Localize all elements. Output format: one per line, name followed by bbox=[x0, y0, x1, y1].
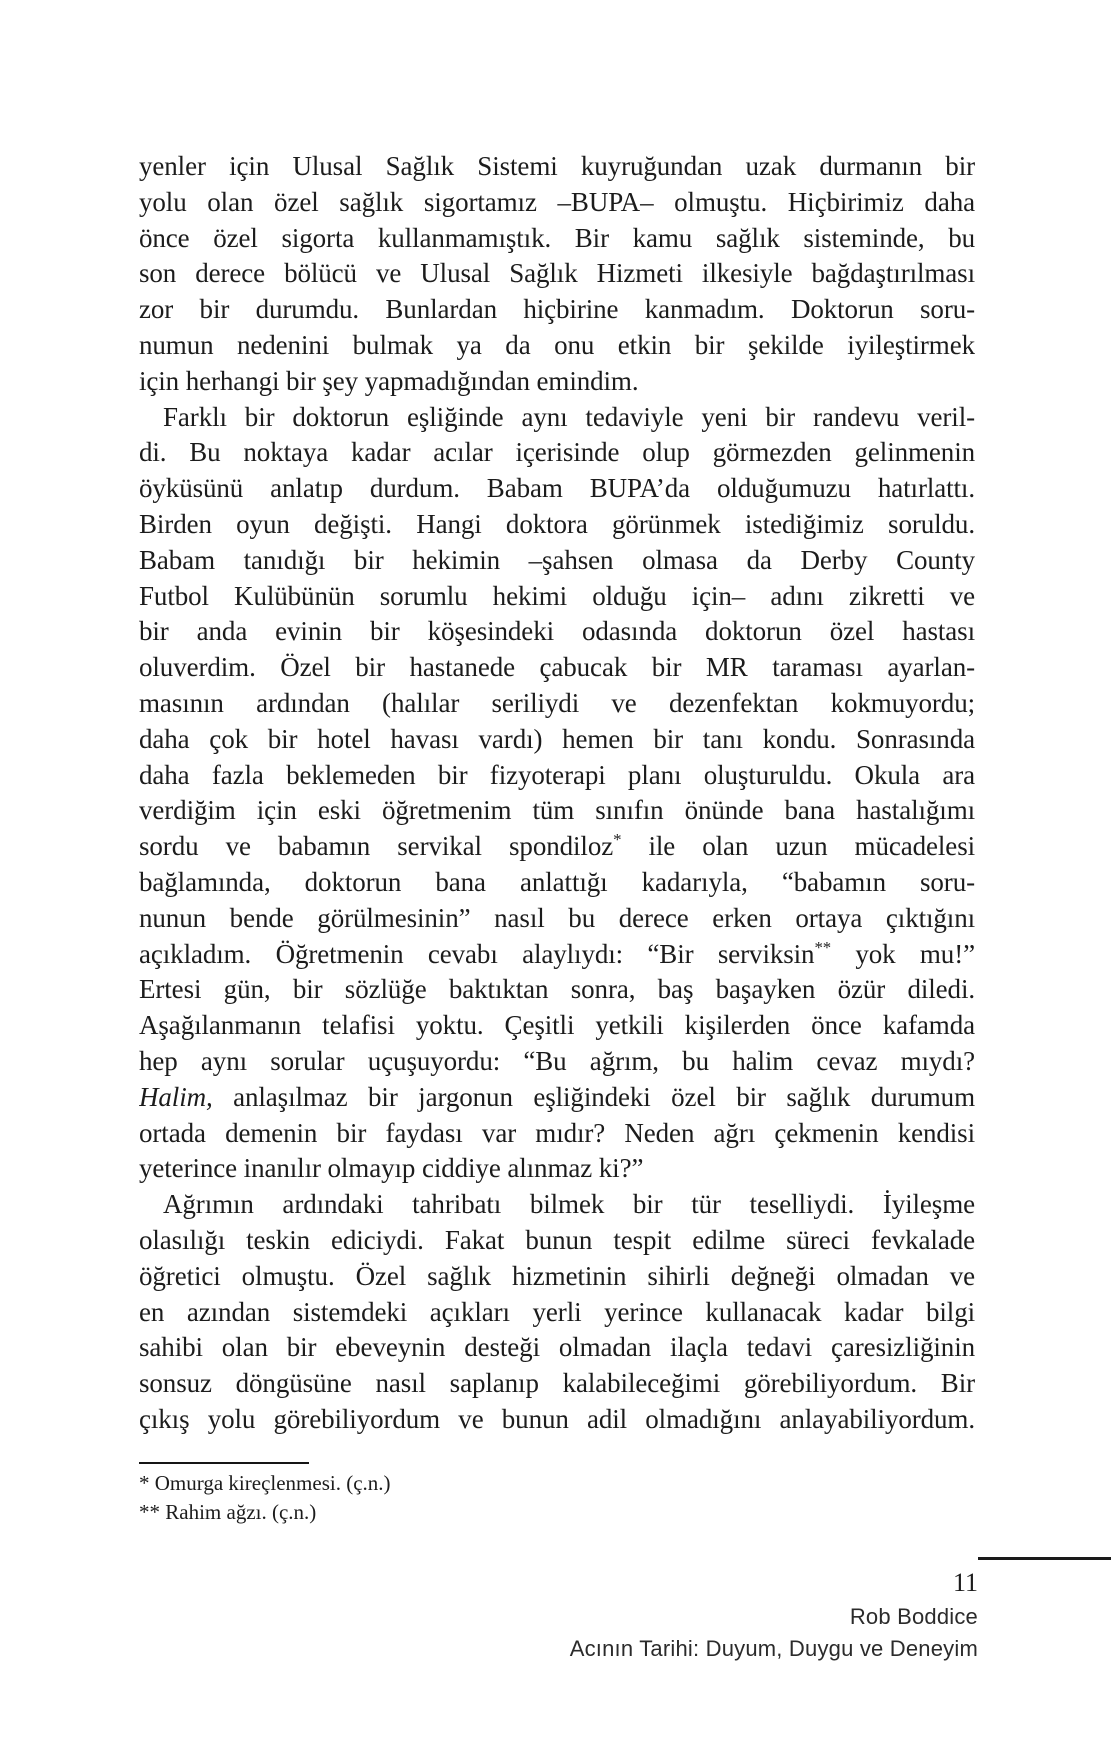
text-segment: sahibi olan bir ebeveynin desteği olmadan ilaçla tedavi çaresizliğinin bbox=[139, 1332, 975, 1363]
text-segment: nunun bende görülmesinin” nasıl bu derece erken ortaya çıktığını bbox=[139, 902, 975, 933]
page-number: 11 bbox=[952, 1568, 978, 1597]
text-segment: bağlamında, doktorun bana anlattığı kadarıyla, “babamın soru- bbox=[139, 866, 975, 897]
text-segment: bir anda evinin bir köşesindeki odasında doktorun özel hastası bbox=[139, 616, 975, 647]
text-line bbox=[139, 221, 975, 257]
text-line bbox=[139, 1044, 975, 1080]
text-line bbox=[139, 1080, 975, 1116]
text-segment: numun nedenini bulmak ya da onu etkin bir şekilde iyileştirmek bbox=[139, 329, 975, 360]
text-segment: yeterince inanılır olmayıp ciddiye alınmaz ki?” bbox=[139, 1153, 644, 1184]
footer-author: Rob Boddice bbox=[849, 1604, 978, 1629]
footnote-text: Rahim ağzı. (ç.n.) bbox=[165, 1500, 317, 1524]
text-segment: daha fazla beklemeden bir fizyoterapi planı oluşturuldu. Okula ara bbox=[139, 759, 975, 790]
text-segment: Halim, bbox=[139, 1081, 213, 1112]
footnote-reference: ** bbox=[814, 937, 831, 957]
text-segment: çıkış yolu görebiliyordum ve bunun adil olmadığını anlayabiliyordum. bbox=[139, 1403, 975, 1434]
text-segment: Babam tanıdığı bir hekimin –şahsen olmasa da Derby County bbox=[139, 544, 975, 575]
text-line bbox=[139, 1259, 975, 1295]
footnote-marker: ** bbox=[139, 1500, 166, 1524]
footnote-text: Omurga kireçlenmesi. (ç.n.) bbox=[154, 1471, 391, 1495]
text-line bbox=[139, 1330, 975, 1366]
text-segment: masının ardından (halılar seriliydi ve dezenfektan kokmuyordu; bbox=[139, 687, 975, 718]
text-line bbox=[139, 901, 975, 937]
body-text bbox=[139, 149, 975, 1438]
text-line bbox=[139, 507, 975, 543]
text-line bbox=[139, 149, 975, 185]
text-segment: daha çok bir hotel havası vardı) hemen bir tanı kondu. Sonrasında bbox=[139, 723, 975, 754]
text-line bbox=[139, 758, 975, 794]
text-line bbox=[139, 1402, 975, 1438]
text-line bbox=[139, 364, 975, 400]
text-line bbox=[139, 1187, 975, 1223]
text-line bbox=[139, 937, 975, 973]
text-line bbox=[139, 435, 975, 471]
text-line bbox=[139, 292, 975, 328]
text-line bbox=[139, 829, 975, 865]
footer-book-title: Acının Tarihi: Duyum, Duygu ve Deneyim bbox=[569, 1636, 978, 1661]
text-segment: Farklı bir doktorun eşliğinde aynı tedaviyle yeni bir randevu veril- bbox=[163, 401, 975, 432]
text-line bbox=[139, 865, 975, 901]
footnote-reference: * bbox=[613, 830, 622, 850]
text-line bbox=[139, 543, 975, 579]
text-segment: önce özel sigorta kullanmamıştık. Bir kamu sağlık sisteminde, bu bbox=[139, 222, 975, 253]
text-segment: öyküsünü anlatıp durdum. Babam BUPA’da olduğumuzu hatırlattı. bbox=[139, 473, 975, 504]
text-segment: verdiğim için eski öğretmenim tüm sınıfın önünde bana hastalığımı bbox=[139, 795, 975, 826]
text-line bbox=[139, 793, 975, 829]
text-line bbox=[139, 1151, 975, 1187]
text-segment: Futbol Kulübünün sorumlu hekimi olduğu için– adını zikretti ve bbox=[139, 580, 975, 611]
text-line bbox=[139, 650, 975, 686]
footer-rule bbox=[978, 1557, 1111, 1560]
text-segment: Ertesi gün, bir sözlüğe baktıktan sonra, baş başayken özür diledi. bbox=[139, 974, 975, 1005]
footnote-separator bbox=[139, 1462, 309, 1464]
footnote-item bbox=[139, 1469, 739, 1498]
text-segment: için herhangi bir şey yapmadığından emindim. bbox=[139, 365, 639, 396]
text-segment: Birden oyun değişti. Hangi doktora görünmek istediğimiz soruldu. bbox=[139, 508, 975, 539]
text-line bbox=[139, 185, 975, 221]
footnotes bbox=[139, 1469, 739, 1527]
text-segment: anlaşılmaz bir jargonun eşliğindeki özel bir sağlık durumum bbox=[212, 1081, 975, 1112]
text-segment: yenler için Ulusal Sağlık Sistemi kuyruğundan uzak durmanın bir bbox=[139, 151, 975, 181]
text-segment: di. Bu noktaya kadar acılar içerisinde olup görmezden gelinmenin bbox=[139, 437, 975, 468]
text-segment: son derece bölücü ve Ulusal Sağlık Hizmeti ilkesiyle bağdaştırılması bbox=[139, 258, 975, 289]
text-segment: Aşağılanmanın telafisi yoktu. Çeşitli yetkili kişilerden önce kafamda bbox=[139, 1010, 975, 1041]
text-segment: sonsuz döngüsüne nasıl saplanıp kalabileceğimi görebiliyordum. Bir bbox=[139, 1368, 975, 1399]
footnote-item bbox=[139, 1498, 739, 1527]
text-line bbox=[139, 328, 975, 364]
text-line bbox=[139, 972, 975, 1008]
text-line bbox=[139, 722, 975, 758]
text-segment: oluverdim. Özel bir hastanede çabucak bir MR taraması ayarlan- bbox=[139, 652, 975, 683]
text-segment: zor bir durumdu. Bunlardan hiçbirine kanmadım. Doktorun soru- bbox=[139, 294, 975, 325]
text-segment: ortada demenin bir faydası var mıdır? Neden ağrı çekmenin kendisi bbox=[139, 1117, 975, 1148]
text-segment: açıkladım. Öğretmenin cevabı alaylıydı: “Bir serviksin bbox=[139, 938, 815, 969]
text-line bbox=[139, 256, 975, 292]
text-segment: hep aynı sorular uçuşuyordu: “Bu ağrım, bu halim cevaz mıydı? bbox=[139, 1045, 975, 1076]
text-line bbox=[139, 686, 975, 722]
text-line bbox=[139, 1366, 975, 1402]
footnote-marker: * bbox=[139, 1471, 155, 1495]
text-line bbox=[139, 579, 975, 615]
text-line bbox=[139, 614, 975, 650]
text-segment: sordu ve babamın servikal spondiloz bbox=[139, 831, 614, 862]
text-segment: Ağrımın ardındaki tahribatı bilmek bir tür teselliydi. İyileşme bbox=[163, 1189, 975, 1220]
text-line bbox=[139, 400, 975, 436]
text-segment: olasılığı teskin ediciydi. Fakat bunun tespit edilme süreci fevkalade bbox=[139, 1224, 975, 1255]
text-segment: ile olan uzun mücadelesi bbox=[621, 831, 975, 862]
text-line bbox=[139, 1116, 975, 1152]
text-line bbox=[139, 1295, 975, 1331]
text-line bbox=[139, 471, 975, 507]
text-line bbox=[139, 1223, 975, 1259]
text-segment: yok mu!” bbox=[831, 938, 975, 969]
text-segment: öğretici olmuştu. Özel sağlık hizmetinin sihirli değneği olmadan ve bbox=[139, 1260, 975, 1291]
text-segment: en azından sistemdeki açıkları yerli yerince kullanacak kadar bilgi bbox=[139, 1296, 975, 1327]
text-line bbox=[139, 1008, 975, 1044]
text-segment: yolu olan özel sağlık sigortamız –BUPA– olmuştu. Hiçbirimiz daha bbox=[139, 186, 975, 217]
